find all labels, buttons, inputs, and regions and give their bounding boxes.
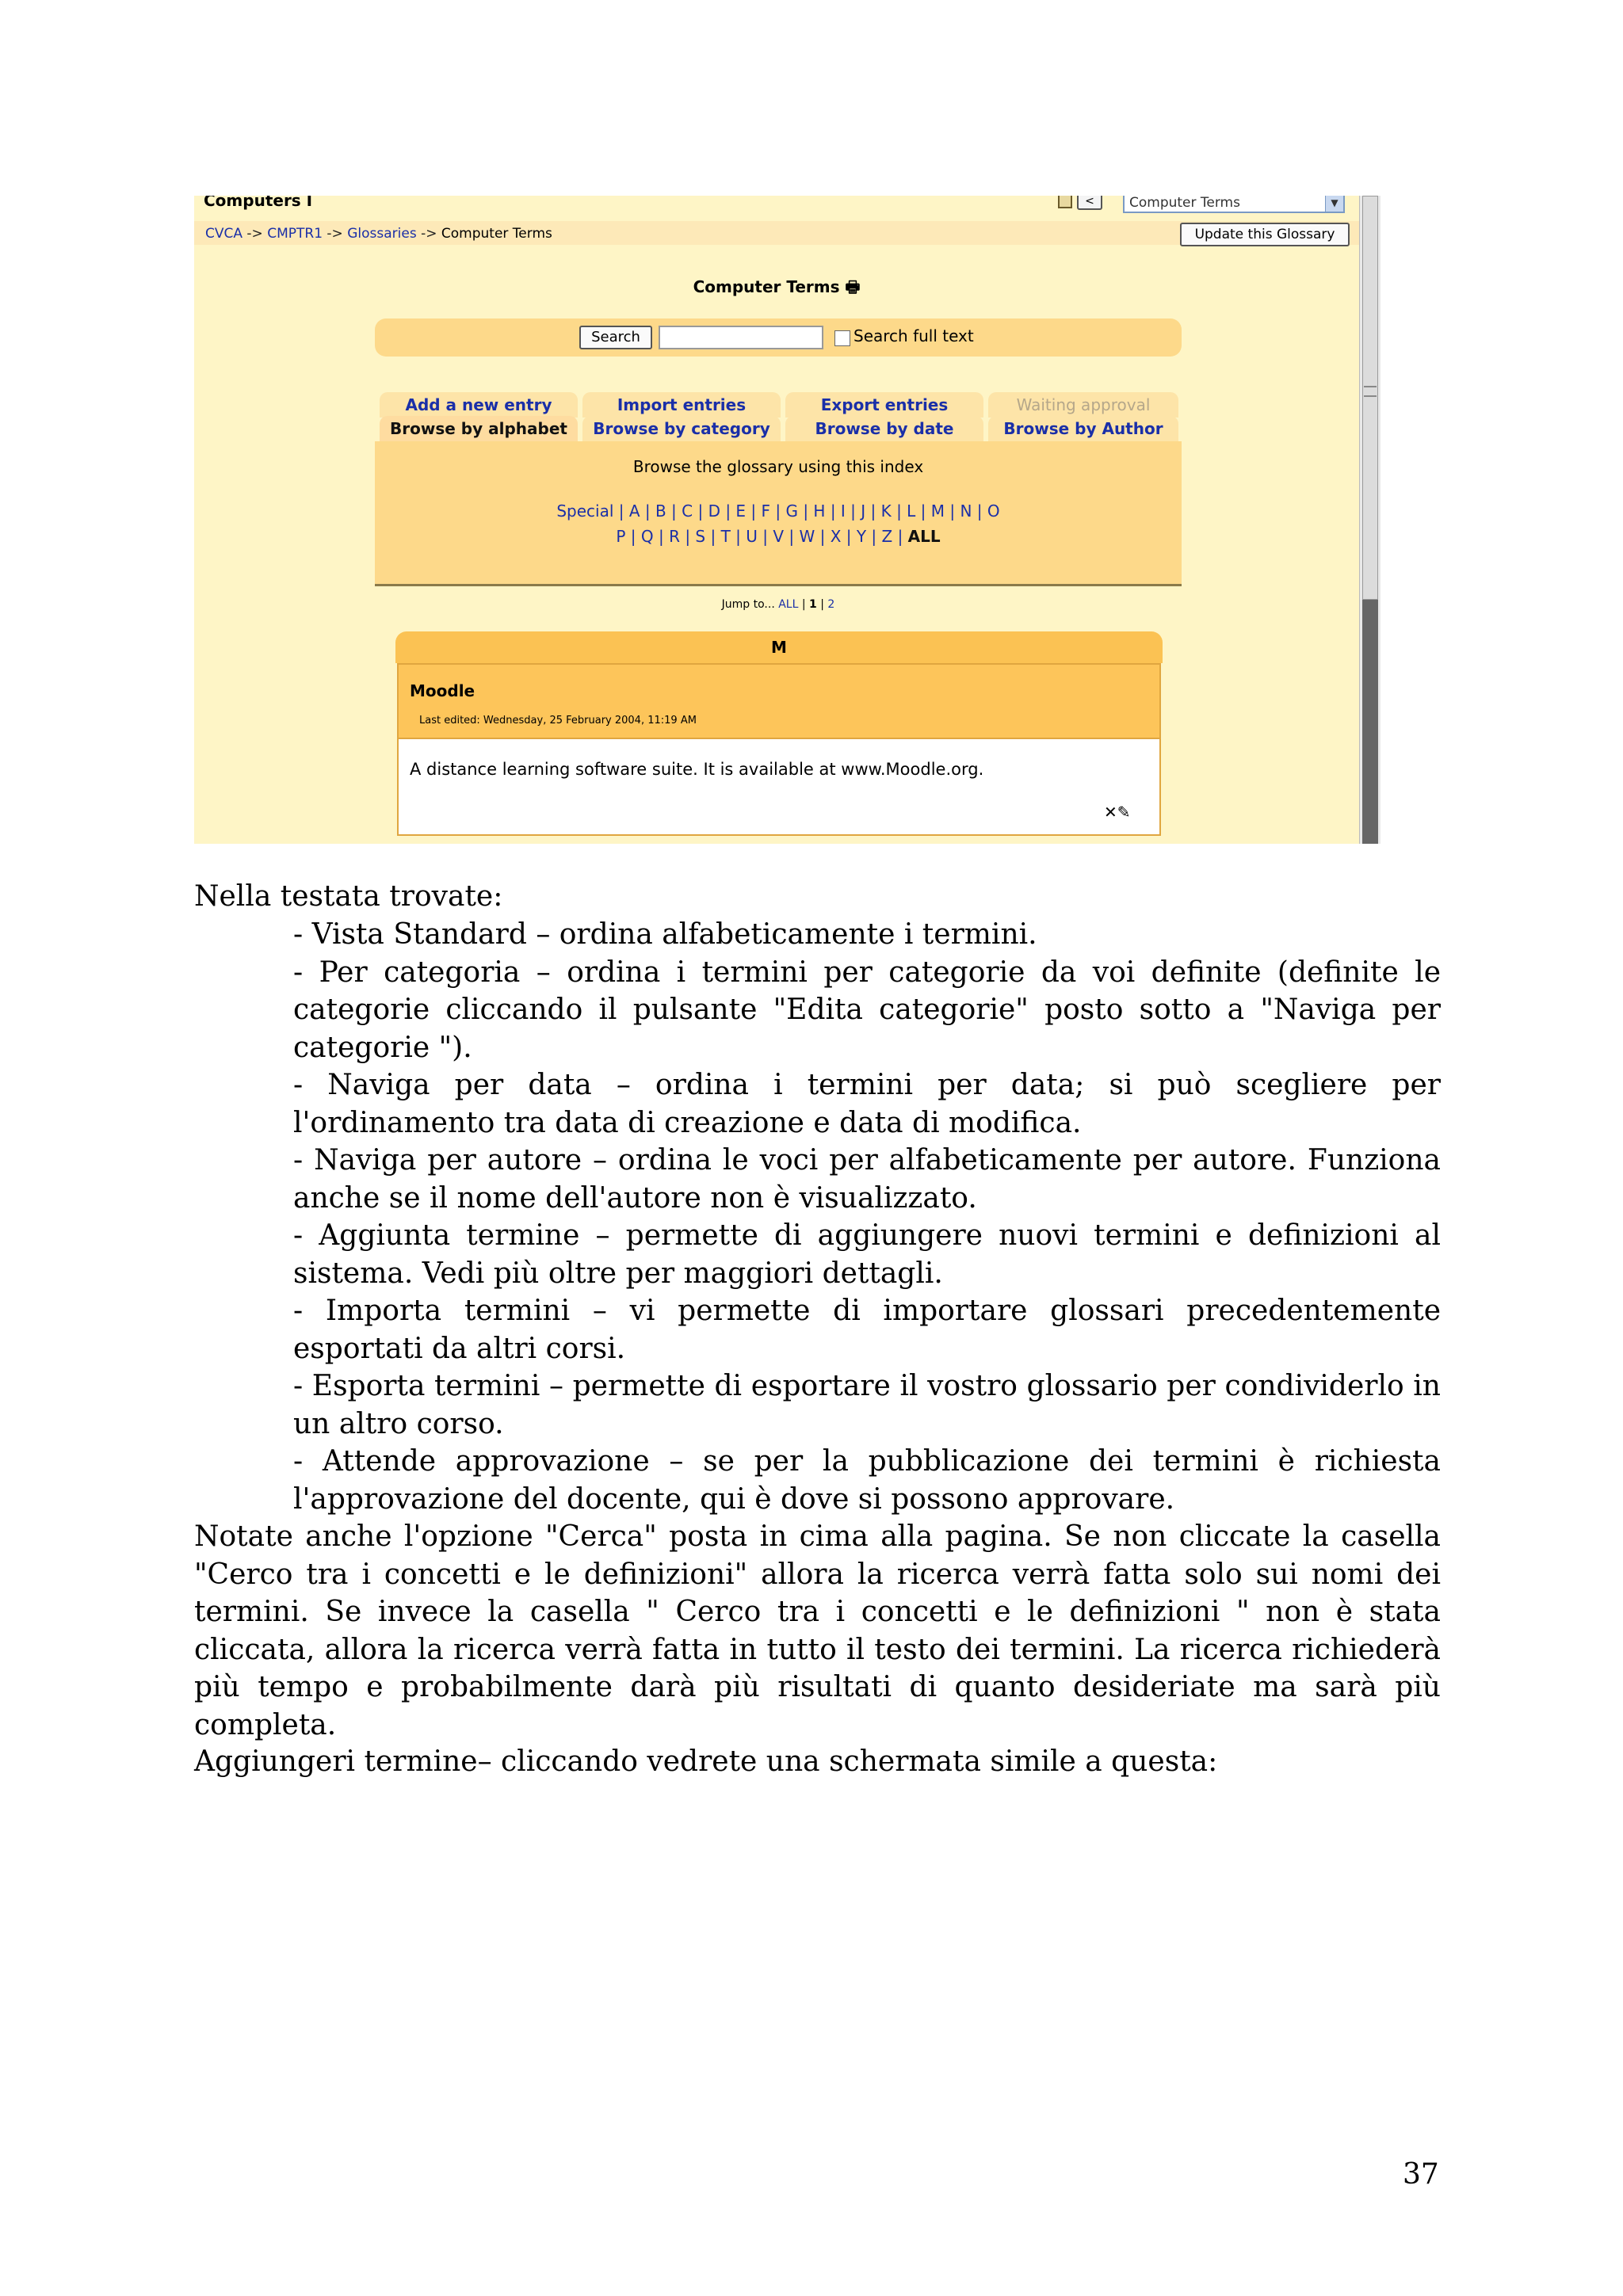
tab-browse-alphabet[interactable]: Browse by alphabet <box>380 416 578 441</box>
divider <box>375 584 1182 586</box>
letter-index-row2 <box>375 527 1182 546</box>
vertical-scrollbar[interactable] <box>1359 196 1381 844</box>
list-item: - Attende approvazione – se per la pubblicazione dei termini è richiesta l'approvazione del docente, qui è dove si possono approvare. <box>293 1445 1441 1516</box>
delete-icon[interactable]: ✕ <box>1104 803 1117 822</box>
entry-controls <box>1104 803 1131 822</box>
course-title: Computers I <box>204 196 313 210</box>
scrollbar-thumb[interactable] <box>1362 196 1378 600</box>
edit-icon[interactable]: ✎ <box>1117 803 1131 822</box>
section-letter: M <box>395 631 1163 663</box>
breadcrumb <box>205 226 552 242</box>
pager-label: Jump to... <box>721 598 775 611</box>
list-item: - Per categoria – ordina i termini per categorie da voi definite (definite le categorie cliccando il pulsante "Edita categorie" posto sotto a "Naviga per categorie "). <box>293 955 1441 1064</box>
pager-next[interactable]: 2 <box>827 598 835 611</box>
letter-index-row1[interactable]: Special | A | B | C | D | E | F | G | H | I | J | K | L | M | N | O <box>556 502 1000 521</box>
intro-text: Nella testata trovate: <box>194 880 503 913</box>
entry-concept: Moodle <box>410 681 475 700</box>
add-term-paragraph: Aggiungeri termine– cliccando vedrete una schermata simile a questa: <box>194 1745 1218 1778</box>
breadcrumb-home[interactable]: CVCA <box>205 226 242 242</box>
breadcrumb-module[interactable]: Glossaries <box>347 226 417 242</box>
jump-select-value: Computer Terms <box>1129 196 1240 211</box>
tab-export-entries[interactable]: Export entries <box>785 392 983 418</box>
moodle-glossary-screenshot <box>194 196 1381 844</box>
breadcrumb-separator: -> <box>327 226 343 242</box>
entry-last-edited: Last edited: Wednesday, 25 February 2004, 11:19 AM <box>419 715 697 727</box>
feature-list <box>293 916 1441 1518</box>
scrollbar-grip-icon <box>1364 386 1377 397</box>
search-input[interactable] <box>659 326 823 349</box>
search-button[interactable]: Search <box>579 326 652 349</box>
activity-jump-select[interactable] <box>1123 196 1345 213</box>
pager-current: 1 <box>809 598 817 611</box>
search-fulltext-label: Search full text <box>854 326 974 345</box>
entry-body <box>397 739 1161 836</box>
tab-browse-date[interactable]: Browse by date <box>785 416 983 441</box>
nav-controls <box>1058 196 1102 210</box>
list-item: - Naviga per data – ordina i termini per data; si può scegliere per l'ordinamento tra data di creazione e data di modifica. <box>293 1069 1441 1139</box>
breadcrumb-course[interactable]: CMPTR1 <box>267 226 323 242</box>
page-number: 37 <box>1403 2158 1439 2191</box>
chevron-down-icon[interactable]: ▼ <box>1325 196 1343 212</box>
page-title-text: Computer Terms <box>693 277 840 296</box>
pager-all[interactable]: ALL <box>778 598 799 611</box>
list-item: - Aggiunta termine – permette di aggiungere nuovi termini e definizioni al sistema. Vedi più oltre per maggiori dettagli. <box>293 1219 1441 1290</box>
tab-browse-category[interactable]: Browse by category <box>582 416 781 441</box>
search-paragraph: Notate anche l'opzione "Cerca" posta in cima alla pagina. Se non cliccate la casella "Cerco tra i concetti e le definizioni" allora la ricerca verrà fatta solo sui nomi dei termini. Se invece la casella " Cerco tra i concetti e le definizioni " non è stata cliccata, allora la ricerca verrà fatta in tutto il testo dei termini. La ricerca richiederà più tempo e probabilmente darà più risultati di quanto desideriate ma sarà più completa. <box>194 1520 1441 1741</box>
letter-index-row2-links[interactable]: P | Q | R | S | T | U | V | W | X | Y | Z | <box>616 527 903 546</box>
list-item: - Naviga per autore – ordina le voci per alfabeticamente per autore. Funziona anche se il nome dell'autore non è visualizzato. <box>293 1144 1441 1215</box>
printer-small-icon[interactable] <box>1058 196 1072 208</box>
list-item: - Vista Standard – ordina alfabeticamente i termini. <box>293 918 1037 951</box>
back-button[interactable]: < <box>1077 196 1102 210</box>
update-glossary-button[interactable]: Update this Glossary <box>1180 223 1350 246</box>
tab-import-entries[interactable]: Import entries <box>582 392 781 418</box>
breadcrumb-current: Computer Terms <box>441 226 552 242</box>
tab-waiting-approval: Waiting approval <box>988 392 1178 418</box>
index-heading: Browse the glossary using this index <box>632 457 924 476</box>
entry-definition: A distance learning software suite. It is available at www.Moodle.org. <box>410 760 984 779</box>
tab-browse-author[interactable]: Browse by Author <box>988 416 1178 441</box>
tab-add-entry[interactable]: Add a new entry <box>380 392 578 418</box>
letter-index-all: ALL <box>907 527 941 546</box>
breadcrumb-separator: -> <box>246 226 263 242</box>
breadcrumb-separator: -> <box>421 226 437 242</box>
list-item: - Esporta termini – permette di esportare il vostro glossario per condividerlo in un altro corso. <box>293 1370 1441 1440</box>
printer-icon[interactable]: 🖶 <box>845 277 861 296</box>
page-title <box>194 276 1359 303</box>
list-item: - Importa termini – vi permette di importare glossari precedentemente esportati da altri corsi. <box>293 1295 1441 1365</box>
entry-header <box>397 663 1161 739</box>
search-fulltext-checkbox[interactable] <box>834 330 850 346</box>
pager: Jump to... ALL | 1 | 2 <box>721 598 835 611</box>
scrollbar-track[interactable] <box>1362 600 1378 844</box>
